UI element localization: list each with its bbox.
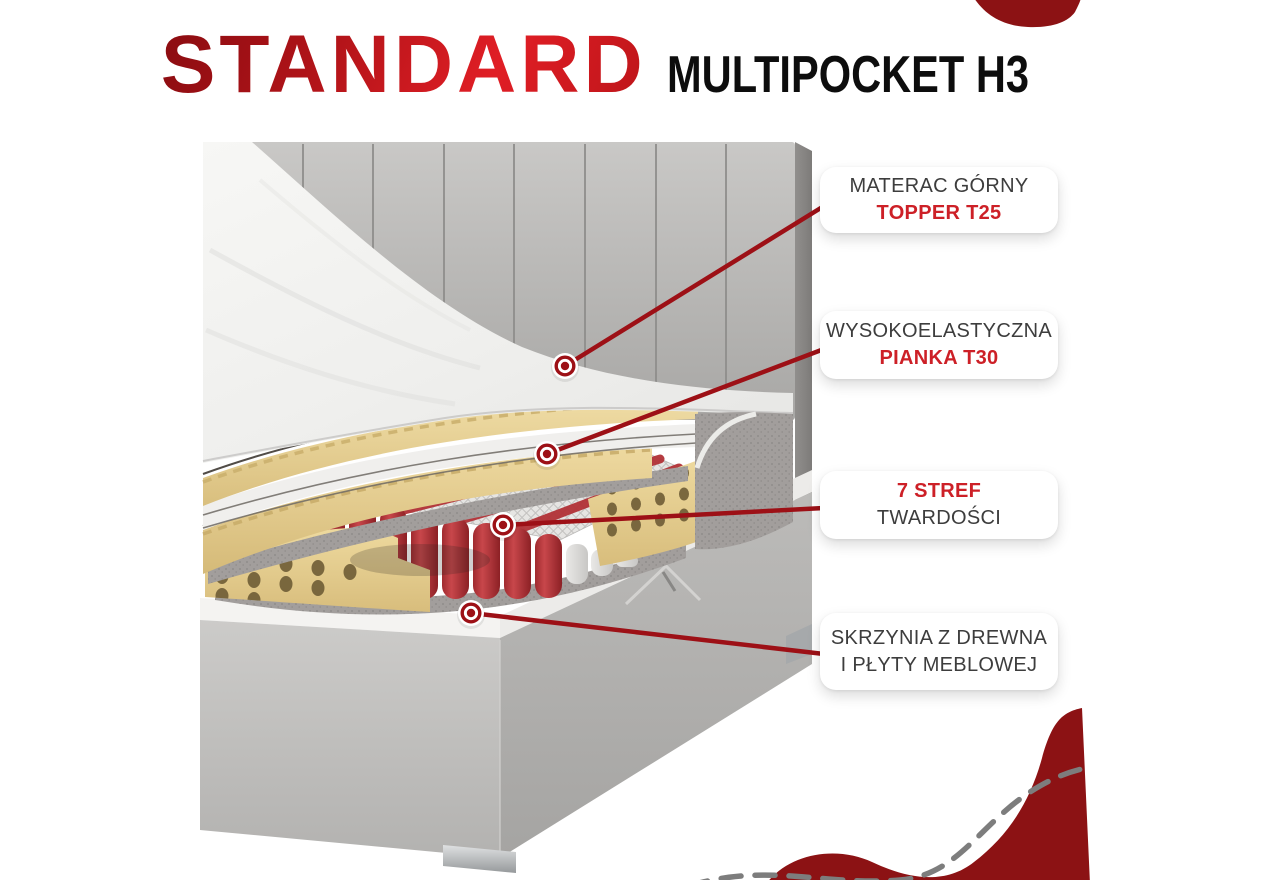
callout-text: WYSOKOELASTYCZNA	[826, 320, 1052, 342]
callout-text-accent: TOPPER T25	[876, 202, 1002, 224]
callout-text-accent: PIANKA T30	[879, 347, 999, 369]
model-title: MULTIPOCKET H3	[666, 46, 1029, 104]
callout-text: TWARDOŚCI	[876, 507, 1002, 529]
callout-card-foam	[820, 311, 1058, 379]
callout-card-topper	[820, 167, 1058, 233]
decor-blob-top-right	[974, 0, 1081, 27]
mattress-side-fabric	[695, 412, 793, 549]
brand-title: STANDARD	[160, 19, 647, 110]
callout-text: I PŁYTY MEBLOWEJ	[840, 653, 1038, 676]
callout-text: MATERAC GÓRNY	[849, 175, 1029, 197]
decor-blob-bottom-right	[766, 708, 1090, 880]
cutaway-shadow	[350, 544, 490, 576]
callout-card-box	[820, 613, 1058, 690]
callout-text: SKRZYNIA Z DREWNA	[830, 626, 1048, 649]
box-front-left-face	[200, 620, 500, 858]
callout-text-accent: 7 STREF	[896, 480, 982, 502]
callout-card-zones	[820, 471, 1058, 539]
